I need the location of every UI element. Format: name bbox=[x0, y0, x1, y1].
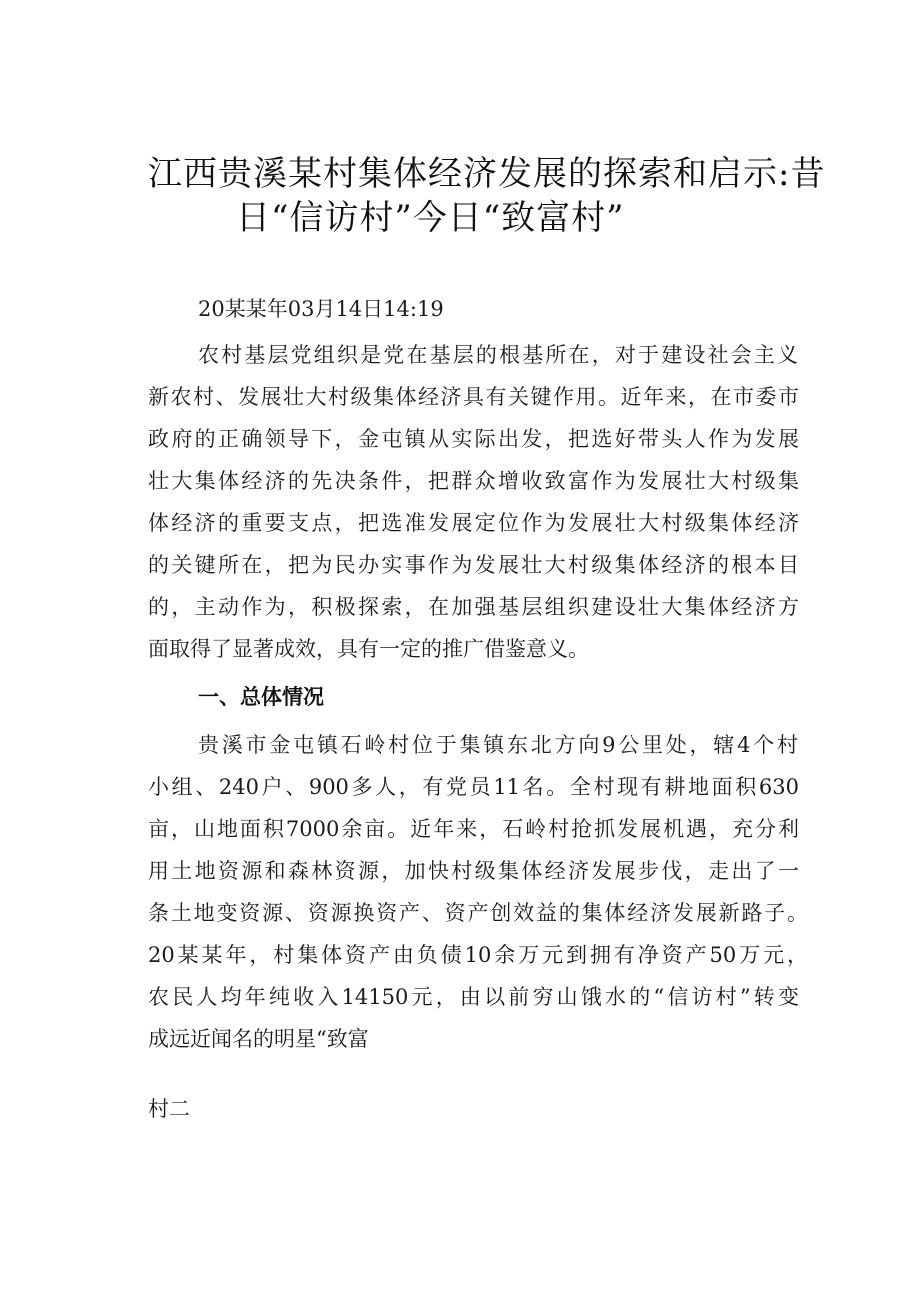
paragraph-1-line: 体经济的重要支点，把选准发展定位作为发展壮大村级集体经济 bbox=[148, 511, 799, 535]
paragraph-1-line: 面取得了显著成效，具有一定的推广借鉴意义。 bbox=[148, 637, 589, 661]
trailing-text: 村二 bbox=[148, 1097, 190, 1121]
paragraph-1-line: 的，主动作为，积极探索，在加强基层组织建设壮大集体经济方 bbox=[148, 595, 799, 619]
paragraph-1-line: 新农村、发展壮大村级集体经济具有关键作用。近年来，在市委市 bbox=[148, 385, 799, 409]
paragraph-1-line: 农村基层党组织是党在基层的根基所在，对于建设社会主义 bbox=[198, 343, 798, 367]
paragraph-1-line: 政府的正确领导下，金屯镇从实际出发，把选好带头人作为发展 bbox=[148, 427, 799, 451]
paragraph-2-line: 条土地变资源、资源换资产、资产创效益的集体经济发展新路子。 bbox=[148, 901, 808, 925]
paragraph-2-line: 农民人均年纯收入14150元，由以前穷山饿水的“信访村”转变 bbox=[148, 985, 799, 1009]
document-title-line-1: 江西贵溪某村集体经济发展的探索和启示:昔 bbox=[148, 154, 826, 194]
document-title-line-2: 日“信访村”今日“致富村” bbox=[236, 198, 625, 238]
paragraph-1-line: 的关键所在，把为民办实事作为发展壮大村级集体经济的根本目 bbox=[148, 553, 799, 577]
paragraph-1-line: 壮大集体经济的先决条件，把群众增收致富作为发展壮大村级集 bbox=[148, 469, 799, 493]
paragraph-2-line: 成远近闻名的明星“致富 bbox=[148, 1027, 369, 1051]
paragraph-2-line: 用土地资源和森林资源，加快村级集体经济发展步伐，走出了一 bbox=[148, 859, 799, 883]
paragraph-2-line: 亩，山地面积7000余亩。近年来，石岭村抢抓发展机遇，充分利 bbox=[148, 817, 799, 841]
paragraph-2-line: 20某某年，村集体资产由负债10余万元到拥有净资产50万元， bbox=[148, 943, 808, 967]
section-heading: 一、总体情况 bbox=[198, 685, 324, 709]
paragraph-2-line: 小组、240户、900多人，有党员11名。全村现有耕地面积630 bbox=[148, 775, 799, 799]
paragraph-2-line: 贵溪市金屯镇石岭村位于集镇东北方向9公里处，辖4个村 bbox=[198, 733, 798, 757]
publish-date: 20某某年03月14日14:19 bbox=[198, 297, 444, 321]
